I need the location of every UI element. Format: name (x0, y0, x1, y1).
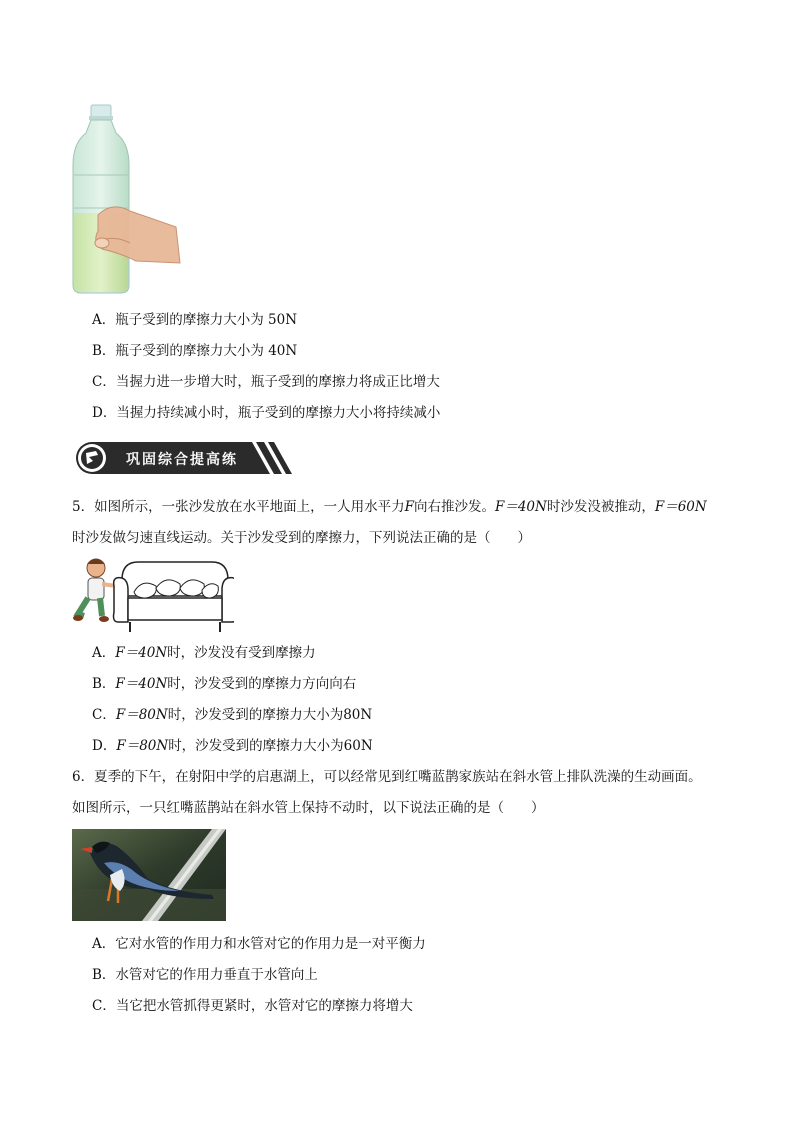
q4-option-c: C．当握力进一步增大时，瓶子受到的摩擦力将成正比增大 (92, 374, 440, 390)
q5-option-d: D．F＝80N时，沙发受到的摩擦力大小为60N (92, 738, 373, 754)
q6-option-a: A．它对水管的作用力和水管对它的作用力是一对平衡力 (92, 936, 426, 952)
q4-option-a: A．瓶子受到的摩擦力大小为 50N (92, 312, 298, 328)
section-banner-title: 巩固综合提高练 (126, 452, 238, 468)
bird-photo (72, 829, 226, 921)
q4-option-b: B．瓶子受到的摩擦力大小为 40N (92, 343, 298, 359)
bottle-hand-illustration (72, 103, 184, 295)
q6-option-b: B．水管对它的作用力垂直于水管向上 (92, 967, 318, 983)
q5-stem-line2: 时沙发做匀速直线运动。关于沙发受到的摩擦力，下列说法正确的是（ ） (72, 530, 531, 546)
q5-option-c: C．F＝80N时，沙发受到的摩擦力大小为80N (92, 707, 373, 723)
sofa-push-illustration (72, 556, 234, 634)
q4-option-d: D．当握力持续减小时，瓶子受到的摩擦力大小将持续减小 (92, 405, 441, 421)
q6-stem-line1: 6．夏季的下午，在射阳中学的启惠湖上，可以经常见到红嘴蓝鹊家族站在斜水管上排队洗澡的生动画面。 (72, 769, 702, 785)
q5-stem-line1: 5．如图所示，一张沙发放在水平地面上，一人用水平力F向右推沙发。F＝40N时沙发没被推动，F＝60N (72, 499, 707, 515)
q5-option-b: B．F＝40N时，沙发受到的摩擦力方向向右 (92, 676, 357, 692)
section-banner (74, 440, 296, 476)
q6-option-c: C．当它把水管抓得更紧时，水管对它的摩擦力将增大 (92, 998, 413, 1014)
q6-stem-line2: 如图所示，一只红嘴蓝鹊站在斜水管上保持不动时，以下说法正确的是（ ） (72, 800, 545, 816)
q5-option-a: A．F＝40N时，沙发没有受到摩擦力 (92, 645, 316, 661)
